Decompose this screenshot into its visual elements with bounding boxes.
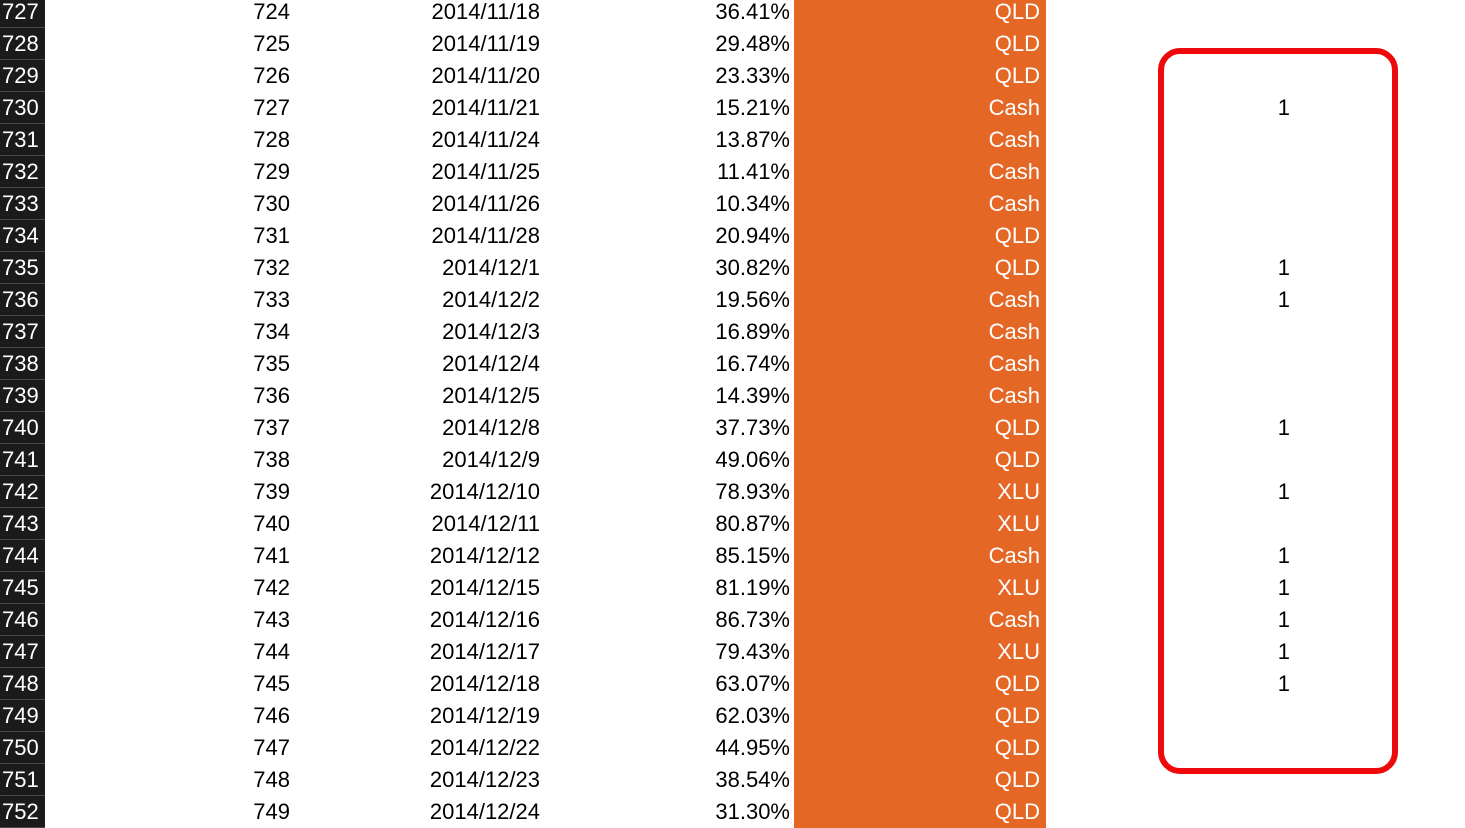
date-cell[interactable]: 2014/11/20 [431,63,540,88]
row-header[interactable]: 730 [0,92,45,124]
index-cell[interactable]: 744 [253,639,290,664]
flag-cell[interactable]: 1 [1277,639,1290,664]
table-row [0,316,1465,348]
ticker-cell[interactable]: XLU [794,508,1046,540]
percent-cell[interactable]: 44.95% [715,735,790,760]
date-cell[interactable]: 2014/12/9 [442,447,540,472]
table-row [0,572,1465,604]
ticker-cell[interactable]: Cash [794,124,1046,156]
percent-cell[interactable]: 78.93% [715,479,790,504]
row-header[interactable]: 736 [0,284,45,316]
flag-cell[interactable] [1160,348,1290,380]
index-cell[interactable]: 747 [253,735,290,760]
index-cell[interactable]: 734 [253,319,290,344]
row-header[interactable]: 735 [0,252,45,284]
date-cell[interactable]: 2014/11/18 [431,0,540,24]
date-cell[interactable]: 2014/12/11 [431,511,540,536]
index-cell[interactable]: 746 [253,703,290,728]
row-header[interactable]: 752 [0,796,45,828]
percent-cell[interactable]: 86.73% [715,607,790,632]
percent-cell[interactable]: 19.56% [715,287,790,312]
percent-cell[interactable]: 36.41% [715,0,790,24]
table-row [0,412,1465,444]
flag-cell[interactable] [1160,188,1290,220]
index-cell[interactable]: 743 [253,607,290,632]
date-cell[interactable]: 2014/12/24 [429,799,540,824]
ticker-cell[interactable]: QLD [794,796,1046,828]
table-row [0,540,1465,572]
ticker-cell[interactable]: QLD [794,60,1046,92]
percent-cell[interactable]: 31.30% [715,799,790,824]
table-row [0,380,1465,412]
flag-cell[interactable] [1160,732,1290,764]
ticker-cell[interactable]: QLD [794,444,1046,476]
date-cell[interactable]: 2014/12/23 [429,767,540,792]
table-row [0,636,1465,668]
table-row [0,252,1465,284]
percent-cell[interactable]: 30.82% [715,255,790,280]
ticker-cell[interactable]: QLD [794,412,1046,444]
row-header[interactable]: 741 [0,444,45,476]
date-cell[interactable]: 2014/12/12 [429,543,540,568]
table-row [0,476,1465,508]
row-header[interactable]: 728 [0,28,45,60]
index-cell[interactable]: 730 [253,191,290,216]
table-row [0,764,1465,796]
ticker-cell[interactable]: Cash [794,540,1046,572]
flag-cell[interactable] [1160,0,1290,28]
percent-cell[interactable]: 16.74% [715,351,790,376]
table-row [0,28,1465,60]
row-header[interactable]: 751 [0,764,45,796]
date-cell[interactable]: 2014/12/4 [442,351,540,376]
ticker-cell[interactable]: XLU [794,636,1046,668]
index-cell[interactable]: 745 [253,671,290,696]
index-cell[interactable]: 725 [253,31,290,56]
index-cell[interactable]: 735 [253,351,290,376]
ticker-cell[interactable]: QLD [794,220,1046,252]
flag-cell[interactable] [1160,124,1290,156]
percent-cell[interactable]: 13.87% [715,127,790,152]
table-row [0,348,1465,380]
index-cell[interactable]: 742 [253,575,290,600]
index-cell[interactable]: 741 [253,543,290,568]
percent-cell[interactable]: 63.07% [715,671,790,696]
row-header[interactable]: 750 [0,732,45,764]
row-header[interactable]: 742 [0,476,45,508]
row-header[interactable]: 749 [0,700,45,732]
index-cell[interactable]: 749 [253,799,290,824]
date-cell[interactable]: 2014/11/24 [431,127,540,152]
date-cell[interactable]: 2014/12/16 [429,607,540,632]
date-cell[interactable]: 2014/11/28 [431,223,540,248]
row-header[interactable]: 732 [0,156,45,188]
row-header[interactable]: 734 [0,220,45,252]
row-header[interactable]: 733 [0,188,45,220]
percent-cell[interactable]: 23.33% [715,63,790,88]
percent-cell[interactable]: 37.73% [715,415,790,440]
index-cell[interactable]: 731 [253,223,290,248]
flag-cell[interactable]: 1 [1277,607,1290,632]
ticker-cell[interactable]: QLD [794,0,1046,28]
flag-cell[interactable]: 1 [1277,575,1290,600]
percent-cell[interactable]: 29.48% [715,31,790,56]
table-row [0,444,1465,476]
flag-cell[interactable] [1160,156,1290,188]
index-cell[interactable]: 728 [253,127,290,152]
ticker-cell[interactable]: Cash [794,284,1046,316]
index-cell[interactable]: 727 [253,95,290,120]
flag-cell[interactable] [1160,700,1290,732]
date-cell[interactable]: 2014/11/25 [431,159,540,184]
ticker-cell[interactable]: Cash [794,188,1046,220]
row-header[interactable]: 747 [0,636,45,668]
percent-cell[interactable]: 38.54% [715,767,790,792]
index-cell[interactable]: 726 [253,63,290,88]
index-cell[interactable]: 736 [253,383,290,408]
table-row [0,604,1465,636]
flag-cell[interactable]: 1 [1277,479,1290,504]
flag-cell[interactable] [1160,28,1290,60]
index-cell[interactable]: 729 [253,159,290,184]
flag-cell[interactable] [1160,380,1290,412]
ticker-cell[interactable]: Cash [794,156,1046,188]
table-row [0,60,1465,92]
row-header[interactable]: 748 [0,668,45,700]
row-header[interactable]: 746 [0,604,45,636]
ticker-cell[interactable]: Cash [794,380,1046,412]
date-cell[interactable]: 2014/11/19 [431,31,540,56]
row-header[interactable]: 745 [0,572,45,604]
percent-cell[interactable]: 80.87% [715,511,790,536]
ticker-cell[interactable]: Cash [794,92,1046,124]
percent-cell[interactable]: 14.39% [715,383,790,408]
index-cell[interactable]: 724 [253,0,290,24]
flag-cell[interactable] [1160,60,1290,92]
date-cell[interactable]: 2014/12/2 [442,287,540,312]
table-row [0,124,1465,156]
table-row [0,156,1465,188]
date-cell[interactable]: 2014/12/10 [429,479,540,504]
flag-cell[interactable] [1160,316,1290,348]
table-row [0,0,1465,28]
ticker-cell[interactable]: QLD [794,700,1046,732]
index-cell[interactable]: 737 [253,415,290,440]
percent-cell[interactable]: 85.15% [715,543,790,568]
ticker-cell[interactable]: Cash [794,348,1046,380]
ticker-cell[interactable]: QLD [794,668,1046,700]
ticker-cell[interactable]: XLU [794,572,1046,604]
index-cell[interactable]: 732 [253,255,290,280]
row-header[interactable]: 739 [0,380,45,412]
flag-cell[interactable]: 1 [1277,287,1290,312]
flag-cell[interactable]: 1 [1277,543,1290,568]
percent-cell[interactable]: 49.06% [715,447,790,472]
row-header[interactable]: 738 [0,348,45,380]
flag-cell[interactable] [1160,796,1290,828]
table-row [0,508,1465,540]
flag-cell[interactable]: 1 [1277,415,1290,440]
table-row [0,668,1465,700]
date-cell[interactable]: 2014/12/1 [442,255,540,280]
row-header[interactable]: 740 [0,412,45,444]
flag-cell[interactable] [1160,220,1290,252]
date-cell[interactable]: 2014/11/21 [431,95,540,120]
index-cell[interactable]: 733 [253,287,290,312]
row-header[interactable]: 727 [0,0,45,28]
row-header[interactable]: 744 [0,540,45,572]
date-cell[interactable]: 2014/12/5 [442,383,540,408]
ticker-cell[interactable]: Cash [794,604,1046,636]
date-cell[interactable]: 2014/12/3 [442,319,540,344]
index-cell[interactable]: 740 [253,511,290,536]
percent-cell[interactable]: 20.94% [715,223,790,248]
index-cell[interactable]: 739 [253,479,290,504]
ticker-cell[interactable]: Cash [794,316,1046,348]
table-row [0,92,1465,124]
table-row [0,188,1465,220]
date-cell[interactable]: 2014/12/19 [429,703,540,728]
table-row [0,700,1465,732]
index-cell[interactable]: 738 [253,447,290,472]
row-header[interactable]: 737 [0,316,45,348]
flag-cell[interactable] [1160,764,1290,796]
percent-cell[interactable]: 62.03% [715,703,790,728]
flag-cell[interactable]: 1 [1277,95,1290,120]
table-row [0,732,1465,764]
table-row [0,284,1465,316]
ticker-cell[interactable]: XLU [794,476,1046,508]
ticker-cell[interactable]: QLD [794,764,1046,796]
ticker-cell[interactable]: QLD [794,252,1046,284]
percent-cell[interactable]: 11.41% [717,159,790,184]
row-header[interactable]: 729 [0,60,45,92]
percent-cell[interactable]: 16.89% [715,319,790,344]
flag-cell[interactable] [1160,444,1290,476]
percent-cell[interactable]: 79.43% [715,639,790,664]
flag-cell[interactable]: 1 [1277,671,1290,696]
date-cell[interactable]: 2014/12/15 [429,575,540,600]
ticker-cell[interactable]: QLD [794,732,1046,764]
flag-cell[interactable]: 1 [1277,255,1290,280]
percent-cell[interactable]: 81.19% [715,575,790,600]
date-cell[interactable]: 2014/12/8 [442,415,540,440]
index-cell[interactable]: 748 [253,767,290,792]
row-header[interactable]: 743 [0,508,45,540]
percent-cell[interactable]: 15.21% [715,95,790,120]
date-cell[interactable]: 2014/12/22 [429,735,540,760]
percent-cell[interactable]: 10.34% [715,191,790,216]
table-row [0,220,1465,252]
date-cell[interactable]: 2014/12/17 [429,639,540,664]
date-cell[interactable]: 2014/11/26 [431,191,540,216]
ticker-cell[interactable]: QLD [794,28,1046,60]
row-header[interactable]: 731 [0,124,45,156]
date-cell[interactable]: 2014/12/18 [429,671,540,696]
flag-cell[interactable] [1160,508,1290,540]
table-row [0,796,1465,828]
